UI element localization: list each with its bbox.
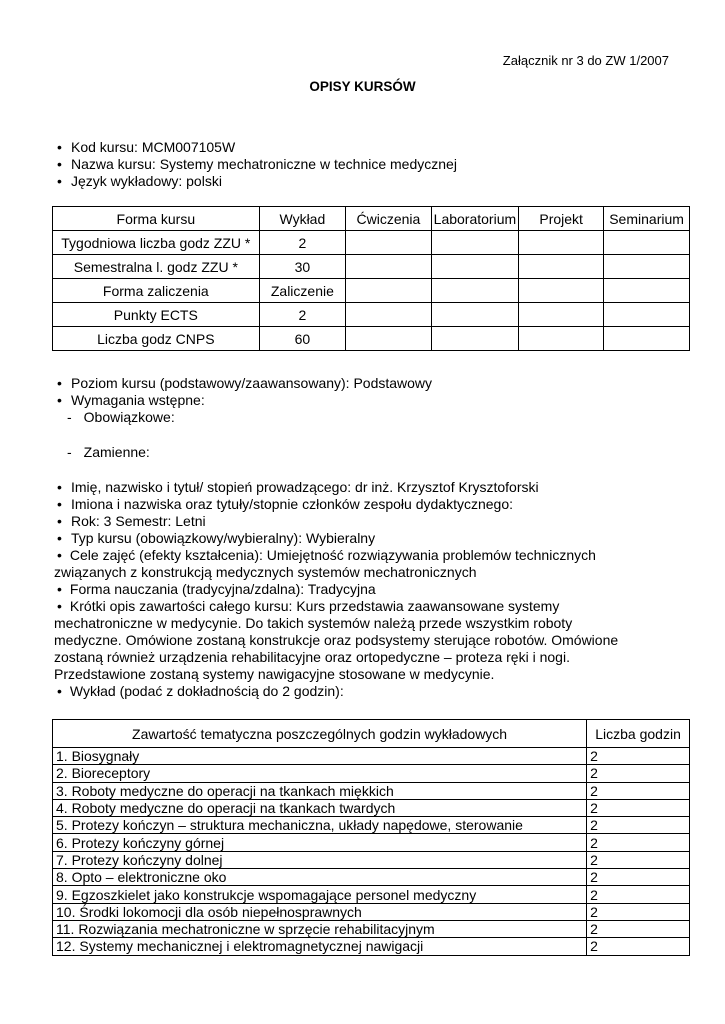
empty-cell bbox=[346, 255, 432, 279]
lecture-content-table bbox=[52, 719, 690, 956]
bullet-icon: • bbox=[57, 581, 62, 597]
bullet-icon: • bbox=[57, 598, 62, 614]
column-header: Projekt bbox=[519, 207, 604, 231]
empty-cell bbox=[604, 327, 690, 351]
table-header-row bbox=[53, 720, 690, 748]
empty-cell bbox=[431, 279, 519, 303]
empty-cell bbox=[431, 231, 519, 255]
topic-cell: 3. Roboty medyczne do operacji na tkankach miękkich bbox=[53, 782, 587, 799]
list-item bbox=[57, 392, 677, 409]
hours-cell: 2 bbox=[587, 834, 690, 851]
column-header: Forma kursu bbox=[53, 207, 260, 231]
course-forms-table bbox=[52, 206, 690, 351]
empty-cell bbox=[519, 327, 604, 351]
bullet-icon: • bbox=[57, 392, 62, 408]
bullet-icon: • bbox=[57, 530, 62, 546]
empty-cell bbox=[604, 255, 690, 279]
description-line: zostaną również urządzenia rehabilitacyjne oraz ortopedyczne – proteza ręki i nogi. bbox=[54, 649, 570, 665]
row-label: Forma zaliczenia bbox=[53, 279, 260, 303]
list-item bbox=[54, 683, 684, 700]
empty-cell bbox=[519, 231, 604, 255]
table-row bbox=[53, 231, 690, 255]
list-item bbox=[57, 375, 677, 392]
bullet-icon: • bbox=[57, 139, 62, 155]
table-row bbox=[53, 748, 690, 765]
description-line: mechatroniczne w medycynie. Do takich systemów należą przede wszystkim roboty bbox=[54, 615, 573, 631]
row-label: Semestralna l. godz ZZU * bbox=[53, 255, 260, 279]
bullet-icon: • bbox=[57, 683, 62, 699]
table-row bbox=[53, 782, 690, 799]
hours-cell: 2 bbox=[587, 817, 690, 834]
table-header-row bbox=[53, 207, 690, 231]
table-row bbox=[53, 255, 690, 279]
description-line: medyczne. Omówione zostaną konstrukcje oraz podsystemy sterujące robotów. Omówione bbox=[54, 632, 619, 648]
topic-cell: 2. Bioreceptory bbox=[53, 765, 587, 782]
table-row bbox=[53, 327, 690, 351]
topic-cell: 8. Opto – elektroniczne oko bbox=[53, 869, 587, 886]
course-info-list bbox=[57, 139, 677, 190]
column-header: Seminarium bbox=[604, 207, 690, 231]
hours-cell: 2 bbox=[587, 869, 690, 886]
list-item bbox=[57, 530, 677, 547]
hours-cell: 2 bbox=[587, 920, 690, 937]
topic-cell: 5. Protezy kończyn – struktura mechaniczna, układy napędowe, sterowanie bbox=[53, 817, 587, 834]
lecture-cell: 30 bbox=[259, 255, 345, 279]
empty-cell bbox=[431, 255, 519, 279]
table-row bbox=[53, 765, 690, 782]
empty-cell bbox=[431, 327, 519, 351]
topic-cell: 11. Rozwiązania mechatroniczne w sprzęcie rehabilitacyjnym bbox=[53, 920, 587, 937]
alternative-section bbox=[57, 444, 677, 461]
prerequisites-label: Wymagania wstępne: bbox=[71, 392, 205, 408]
column-header: Zawartość tematyczna poszczególnych godzin wykładowych bbox=[53, 720, 587, 748]
dash-icon: - bbox=[67, 444, 72, 460]
table-row bbox=[53, 817, 690, 834]
goals-line: Cele zajęć (efekty kształcenia): Umiejętność rozwiązywania problemów technicznych bbox=[69, 547, 596, 563]
empty-cell bbox=[519, 255, 604, 279]
table-row bbox=[53, 851, 690, 868]
table-row bbox=[53, 279, 690, 303]
description-line: Przedstawione zostaną systemy nawigacyjne stosowane w medycynie. bbox=[54, 666, 495, 682]
topic-cell: 1. Biosygnały bbox=[53, 748, 587, 765]
empty-cell bbox=[604, 303, 690, 327]
course-name: Nazwa kursu: Systemy mechatroniczne w technice medycznej bbox=[71, 156, 457, 172]
topic-cell: 4. Roboty medyczne do operacji na tkankach twardych bbox=[53, 799, 587, 816]
empty-cell bbox=[346, 327, 432, 351]
teaching-form: Forma nauczania (tradycyjna/zdalna): Tradycyjna bbox=[69, 581, 376, 597]
list-item bbox=[57, 479, 677, 496]
hours-cell: 2 bbox=[587, 748, 690, 765]
dash-icon: - bbox=[67, 409, 72, 425]
course-level: Poziom kursu (podstawowy/zaawansowany): Podstawowy bbox=[71, 375, 433, 391]
topic-cell: 12. Systemy mechanicznej i elektromagnetycznej nawigacji bbox=[53, 938, 587, 955]
table-row bbox=[53, 834, 690, 851]
empty-cell bbox=[431, 303, 519, 327]
list-item bbox=[57, 513, 677, 530]
empty-cell bbox=[519, 303, 604, 327]
goals-line: związanych z konstrukcją medycznych systemów mechatronicznych bbox=[54, 564, 477, 580]
column-header: Liczba godzin bbox=[587, 720, 690, 748]
list-item bbox=[57, 444, 677, 461]
column-header: Laboratorium bbox=[431, 207, 519, 231]
empty-cell bbox=[346, 303, 432, 327]
lecture-intro: Wykład (podać z dokładnością do 2 godzin): bbox=[69, 683, 344, 699]
bullet-icon: • bbox=[57, 173, 62, 189]
bullet-icon: • bbox=[57, 547, 62, 563]
annex-reference: Załącznik nr 3 do ZW 1/2007 bbox=[502, 53, 669, 68]
course-type: Typ kursu (obowiązkowy/wybieralny): Wybieralny bbox=[71, 530, 376, 546]
team-members: Imiona i nazwiska oraz tytuły/stopnie członków zespołu dydaktycznego: bbox=[71, 496, 513, 512]
bullet-icon: • bbox=[57, 513, 62, 529]
lecturer: Imię, nazwisko i tytuł/ stopień prowadzącego: dr inż. Krzysztof Krysztoforski bbox=[71, 479, 539, 495]
page-title: OPISY KURSÓW bbox=[309, 79, 416, 94]
course-language: Język wykładowy: polski bbox=[71, 173, 222, 189]
empty-cell bbox=[519, 279, 604, 303]
details-list bbox=[57, 479, 677, 547]
description-line: Krótki opis zawartości całego kursu: Kurs przedstawia zaawansowane systemy bbox=[69, 598, 560, 614]
topic-cell: 7. Protezy kończyny dolnej bbox=[53, 851, 587, 868]
hours-cell: 2 bbox=[587, 938, 690, 955]
list-item bbox=[54, 581, 684, 598]
column-header: Ćwiczenia bbox=[346, 207, 432, 231]
topic-cell: 10. Środki lokomocji dla osób niepełnosprawnych bbox=[53, 903, 587, 920]
empty-cell bbox=[346, 231, 432, 255]
lecture-cell: 2 bbox=[259, 303, 345, 327]
hours-cell: 2 bbox=[587, 886, 690, 903]
column-header: Wykład bbox=[259, 207, 345, 231]
topic-cell: 6. Protezy kończyny górnej bbox=[53, 834, 587, 851]
hours-cell: 2 bbox=[587, 799, 690, 816]
lecture-cell: 2 bbox=[259, 231, 345, 255]
list-item bbox=[57, 173, 677, 190]
list-item bbox=[57, 156, 677, 173]
list-item bbox=[54, 598, 684, 615]
table-row bbox=[53, 886, 690, 903]
hours-cell: 2 bbox=[587, 782, 690, 799]
row-label: Tygodniowa liczba godz ZZU * bbox=[53, 231, 260, 255]
table-row bbox=[53, 938, 690, 955]
empty-cell bbox=[346, 279, 432, 303]
row-label: Liczba godz CNPS bbox=[53, 327, 260, 351]
lecture-cell: 60 bbox=[259, 327, 345, 351]
year-semester: Rok: 3 Semestr: Letni bbox=[71, 513, 206, 529]
hours-cell: 2 bbox=[587, 851, 690, 868]
table-row bbox=[53, 920, 690, 937]
empty-cell bbox=[604, 279, 690, 303]
lecture-cell: Zaliczenie bbox=[259, 279, 345, 303]
table-row bbox=[53, 303, 690, 327]
list-item bbox=[57, 496, 677, 513]
topic-cell: 9. Egzoszkielet jako konstrukcje wspomagające personel medyczny bbox=[53, 886, 587, 903]
list-item bbox=[57, 409, 677, 426]
list-item bbox=[54, 547, 684, 564]
empty-cell bbox=[604, 231, 690, 255]
table-row bbox=[53, 869, 690, 886]
list-item bbox=[57, 139, 677, 156]
mandatory-label: Obowiązkowe: bbox=[83, 409, 175, 425]
bullet-icon: • bbox=[57, 375, 62, 391]
course-code: Kod kursu: MCM007105W bbox=[71, 139, 236, 155]
table-row bbox=[53, 799, 690, 816]
bullet-icon: • bbox=[57, 479, 62, 495]
hours-cell: 2 bbox=[587, 903, 690, 920]
description-section bbox=[54, 547, 684, 700]
bullet-icon: • bbox=[57, 496, 62, 512]
hours-cell: 2 bbox=[587, 765, 690, 782]
table-row bbox=[53, 903, 690, 920]
row-label: Punkty ECTS bbox=[53, 303, 260, 327]
prerequisites-section bbox=[57, 375, 677, 426]
bullet-icon: • bbox=[57, 156, 62, 172]
alternative-label: Zamienne: bbox=[83, 444, 150, 460]
